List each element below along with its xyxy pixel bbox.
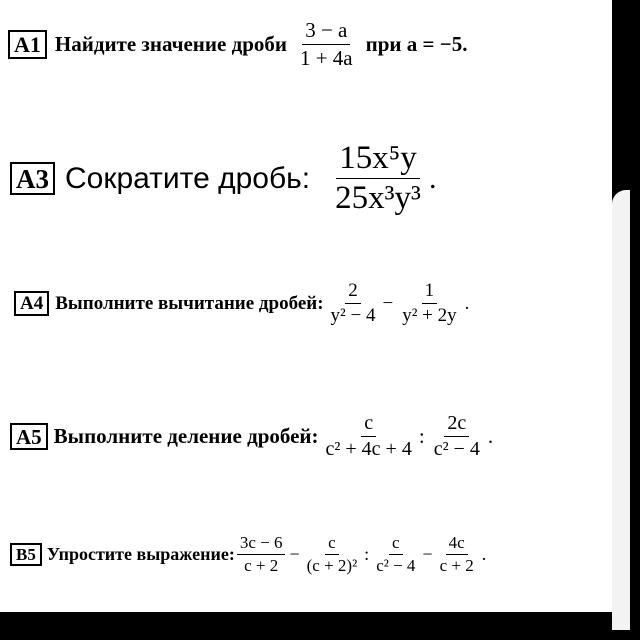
task-prompt: Упростите выражение: (46, 544, 235, 564)
fraction-denominator: c² + 4c + 4 (325, 438, 412, 460)
minus-operator: − (422, 544, 433, 564)
fraction-fourth (437, 533, 477, 576)
fraction-numerator: 4c (446, 533, 468, 555)
task-prompt: Выполните деление дробей: (53, 424, 319, 448)
fraction-numerator: 2 (345, 280, 361, 304)
fraction-denominator: 25x³y³ (335, 180, 421, 216)
fraction-denominator: c² − 4 (433, 438, 480, 460)
fraction-numerator: 15x⁵y (336, 140, 420, 179)
task-code-badge: B5 (10, 543, 42, 566)
task-code-badge: A4 (14, 291, 49, 316)
fraction-numerator: c (389, 533, 403, 555)
fraction-numerator: c (361, 412, 376, 437)
task-prompt: Сократите дробь: (65, 161, 311, 195)
task-prompt: Найдите значение дроби (54, 32, 287, 56)
task-a3 (10, 140, 436, 217)
fraction-denominator: 1 + 4a (299, 46, 353, 70)
task-a5 (10, 412, 493, 461)
fraction-third (373, 533, 418, 576)
fraction-numerator: 3c − 6 (237, 533, 286, 555)
fraction-first (323, 412, 415, 461)
fraction-denominator: y² + 2y (402, 305, 457, 326)
end-period: . (481, 544, 487, 564)
fraction-second (304, 533, 361, 576)
fraction-numerator: c (325, 533, 339, 555)
fraction-second (399, 280, 459, 327)
task-b5 (10, 533, 486, 576)
division-operator: : (364, 544, 370, 564)
background-panel-edge (612, 190, 630, 630)
fraction-first (328, 280, 379, 327)
end-period: . (464, 292, 470, 314)
minus-operator: − (289, 544, 300, 564)
task-a1 (8, 18, 467, 71)
fraction-denominator: y² − 4 (330, 305, 376, 326)
fraction-denominator: (c + 2)² (306, 556, 358, 575)
fraction-denominator: c + 2 (439, 556, 474, 575)
task-code-badge: A1 (8, 30, 47, 58)
fraction-first (237, 533, 286, 576)
fraction-numerator: 3 − a (302, 18, 350, 45)
fraction (297, 18, 356, 71)
fraction-denominator: c² − 4 (376, 556, 416, 575)
task-condition: при a = −5. (365, 32, 468, 56)
fraction (332, 140, 424, 217)
fraction-numerator: 2c (444, 412, 469, 437)
task-code-badge: A5 (10, 423, 48, 450)
fraction-second (431, 412, 483, 461)
fraction-numerator: 1 (422, 280, 438, 304)
task-a4 (14, 280, 469, 327)
task-prompt: Выполните вычитание дробей: (55, 292, 324, 314)
end-period: . (428, 161, 437, 195)
fraction-denominator: c + 2 (244, 556, 279, 575)
minus-operator: − (382, 292, 394, 314)
end-period: . (487, 424, 494, 448)
division-operator: : (418, 424, 425, 448)
task-code-badge: A3 (10, 162, 55, 195)
